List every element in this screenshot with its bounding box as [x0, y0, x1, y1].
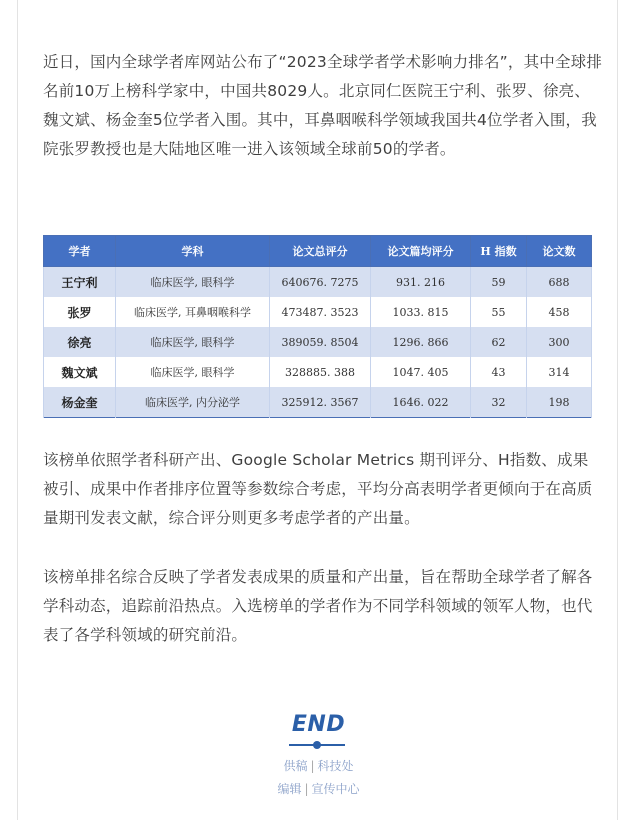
cell-discipline: 临床医学, 内分泌学: [116, 387, 270, 418]
cell-scholar: 杨金奎: [44, 387, 116, 418]
end-mark: [0, 711, 637, 739]
cell-total-score: 325912. 3567: [270, 387, 371, 418]
end-word: END: [291, 712, 346, 737]
cell-total-score: 473487. 3523: [270, 297, 371, 327]
col-header-avg-score: 论文篇均评分: [371, 236, 471, 267]
col-header-scholar: 学者: [44, 236, 116, 267]
cell-discipline: 临床医学, 眼科学: [116, 357, 270, 387]
credit-separator: |: [310, 759, 315, 773]
col-header-total-score: 论文总评分: [270, 236, 371, 267]
end-dot-icon: [313, 741, 321, 749]
cell-paper-count: 314: [527, 357, 592, 387]
cell-avg-score: 1646. 022: [371, 387, 471, 418]
cell-paper-count: 458: [527, 297, 592, 327]
cell-total-score: 640676. 7275: [270, 267, 371, 298]
cell-total-score: 389059. 8504: [270, 327, 371, 357]
cell-scholar: 徐亮: [44, 327, 116, 357]
credit-editor: [0, 780, 637, 798]
table-row: [44, 327, 592, 357]
article-paragraph-methodology: 该榜单依照学者科研产出、Google Scholar Metrics 期刊评分、H指数、成果被引、成果中作者排序位置等参数综合考虑，平均分高表明学者更倾向于在高质量期刊发表文献，综合评分则更多考虑学者的产出量。: [43, 451, 593, 527]
cell-h-index: 55: [471, 297, 527, 327]
col-header-paper-count: 论文数: [527, 236, 592, 267]
credit-editor-value: 宣传中心: [311, 782, 360, 796]
article-paragraph-significance: 该榜单排名综合反映了学者发表成果的质量和产出量，旨在帮助全球学者了解各学科动态，追踪前沿热点。入选榜单的学者作为不同学科领域的领军人物，也代表了各学科领域的研究前沿。: [43, 568, 593, 644]
cell-paper-count: 300: [527, 327, 592, 357]
table-row: [44, 267, 592, 298]
cell-paper-count: 688: [527, 267, 592, 298]
cell-discipline: 临床医学, 眼科学: [116, 267, 270, 298]
cell-h-index: 59: [471, 267, 527, 298]
table-row: [44, 357, 592, 387]
cell-avg-score: 1033. 815: [371, 297, 471, 327]
cell-avg-score: 931. 216: [371, 267, 471, 298]
credit-separator: |: [304, 782, 309, 796]
cell-paper-count: 198: [527, 387, 592, 418]
cell-scholar: 王宁利: [44, 267, 116, 298]
cell-scholar: 魏文斌: [44, 357, 116, 387]
col-header-discipline: 学科: [116, 236, 270, 267]
cell-scholar: 张罗: [44, 297, 116, 327]
cell-discipline: 临床医学, 眼科学: [116, 327, 270, 357]
scholar-ranking-table: [43, 235, 592, 418]
credit-source-label: 供稿: [283, 759, 308, 773]
cell-h-index: 43: [471, 357, 527, 387]
col-header-h-index: H 指数: [471, 236, 527, 267]
table-row: [44, 297, 592, 327]
credit-editor-label: 编辑: [277, 782, 302, 796]
credit-source-value: 科技处: [317, 759, 354, 773]
cell-avg-score: 1047. 405: [371, 357, 471, 387]
table-row: [44, 387, 592, 418]
cell-h-index: 32: [471, 387, 527, 418]
cell-total-score: 328885. 388: [270, 357, 371, 387]
article-paragraph-intro: 近日，国内全球学者库网站公布了“2023全球学者学术影响力排名”，其中全球排名前10万上榜科学家中，中国共8029人。北京同仁医院王宁利、张罗、徐亮、魏文斌、杨金奎5位学者入围。其中，耳鼻咽喉科学领域我国共4位学者入围，我院张罗教授也是大陆地区唯一进入该领域全球前50的学者。: [43, 53, 603, 158]
table-header-row: [44, 236, 592, 267]
credit-source: [0, 757, 637, 775]
cell-h-index: 62: [471, 327, 527, 357]
cell-discipline: 临床医学, 耳鼻咽喉科学: [116, 297, 270, 327]
cell-avg-score: 1296. 866: [371, 327, 471, 357]
